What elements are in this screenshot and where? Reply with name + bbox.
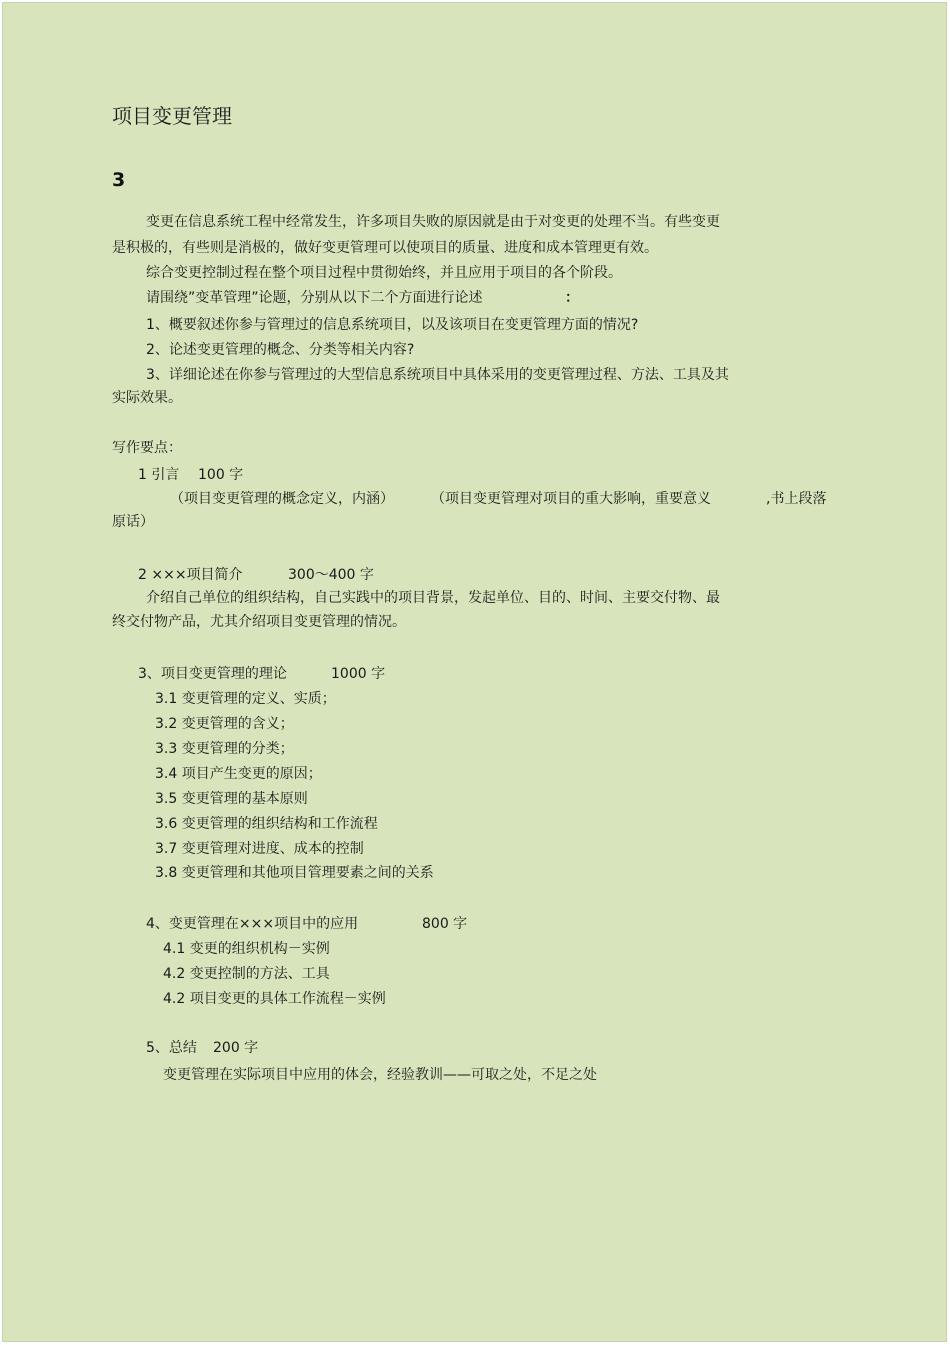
section-3-title: 3、项目变更管理的理论 <box>138 666 287 682</box>
section-4-item: 4.2 项目变更的具体工作流程－实例 <box>163 991 386 1007</box>
section-4-words: 800 字 <box>422 916 468 932</box>
section-3-item: 3.8 变更管理和其他项目管理要素之间的关系 <box>155 865 434 881</box>
section-1-desc-line-2: 原话） <box>112 514 154 530</box>
section-2-title: 2 ×××项目简介 <box>138 567 243 583</box>
section-4-title: 4、变更管理在×××项目中的应用 <box>146 916 359 932</box>
intro-paragraph-1-line-2: 是积极的，有些则是消极的，做好变更管理可以使项目的质量、进度和成本管理更有效。 <box>112 240 658 256</box>
section-5-title: 5、总结 <box>146 1040 197 1056</box>
section-4-item: 4.1 变更的组织机构－实例 <box>163 941 330 957</box>
section-number: 3 <box>112 169 126 191</box>
section-2-desc-line-2: 终交付物产品，尤其介绍项目变更管理的情况。 <box>112 614 406 630</box>
section-3-item: 3.1 变更管理的定义、实质； <box>155 691 336 707</box>
document-title: 项目变更管理 <box>112 104 232 128</box>
question-1: 1、概要叙述你参与管理过的信息系统项目，以及该项目在变更管理方面的情况? <box>146 317 639 333</box>
section-3-words: 1000 字 <box>331 666 386 682</box>
section-3-item: 3.2 变更管理的含义； <box>155 716 294 732</box>
section-3-item: 3.3 变更管理的分类； <box>155 741 294 757</box>
question-3-line-1: 3、详细论述在你参与管理过的大型信息系统项目中具体采用的变更管理过程、方法、工具及其 <box>146 367 729 383</box>
intro-paragraph-2: 综合变更控制过程在整个项目过程中贯彻始终，并且应用于项目的各个阶段。 <box>146 265 622 281</box>
section-2-words: 300～400 字 <box>288 567 374 583</box>
intro-paragraph-1-line-1: 变更在信息系统工程中经常发生，许多项目失败的原因就是由于对变更的处理不当。有些变更 <box>146 214 720 230</box>
section-4-item: 4.2 变更控制的方法、工具 <box>163 966 330 982</box>
intro-paragraph-3: 请围绕”变革管理”论题，分别从以下二个方面进行论述 <box>146 290 483 306</box>
question-2: 2、论述变更管理的概念、分类等相关内容? <box>146 342 415 358</box>
section-1-desc-a: （项目变更管理的概念定义，内涵） <box>170 491 394 507</box>
section-3-item: 3.5 变更管理的基本原则 <box>155 791 308 807</box>
section-2-desc-line-1: 介绍自己单位的组织结构，自己实践中的项目背景，发起单位、目的、时间、主要交付物、最 <box>146 590 720 606</box>
section-5-words: 200 字 <box>213 1040 259 1056</box>
section-3-item: 3.4 项目产生变更的原因； <box>155 766 322 782</box>
writing-points-heading: 写作要点： <box>112 440 182 456</box>
question-3-line-2: 实际效果。 <box>112 390 182 406</box>
section-1-words: 100 字 <box>198 467 244 483</box>
intro-paragraph-3-colon: ： <box>565 290 579 306</box>
section-3-item: 3.6 变更管理的组织结构和工作流程 <box>155 816 378 832</box>
section-3-item: 3.7 变更管理对进度、成本的控制 <box>155 841 364 857</box>
section-1-desc-c: ,书上段落 <box>766 491 827 507</box>
section-1-desc-b: （项目变更管理对项目的重大影响，重要意义 <box>431 491 711 507</box>
section-1-title: 1 引言 <box>138 467 180 483</box>
section-5-desc: 变更管理在实际项目中应用的体会，经验教训——可取之处，不足之处 <box>163 1067 597 1083</box>
